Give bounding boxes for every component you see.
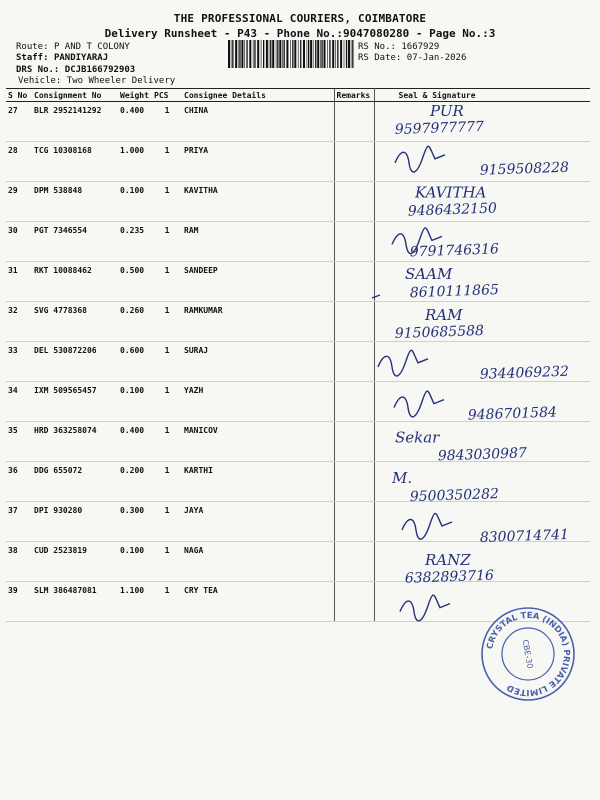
row-pcs: 1 <box>152 382 182 422</box>
row-weight: 0.100 <box>118 542 152 582</box>
row-consignment-no: CUD 2523819 <box>32 542 118 582</box>
row-consignee: CRY TEA <box>182 582 334 622</box>
row-consignment-no: BLR 2952141292 <box>32 102 118 142</box>
row-remarks <box>334 382 374 422</box>
row-pcs: 1 <box>152 422 182 462</box>
table-row <box>6 582 590 622</box>
table-header-row <box>6 89 590 102</box>
row-sno: 27 <box>6 102 32 142</box>
handwritten-name: SAAM <box>405 265 453 284</box>
handwritten-name: RAM <box>425 306 463 324</box>
handwritten-phone: 9791746316 <box>409 241 500 261</box>
table-row <box>6 382 590 422</box>
row-pcs: 1 <box>152 582 182 622</box>
rs-date-line <box>358 53 466 63</box>
row-consignee: KAVITHA <box>182 182 334 222</box>
row-pcs: 1 <box>152 542 182 582</box>
row-weight: 0.260 <box>118 302 152 342</box>
drs-label: DRS No.: <box>16 65 60 75</box>
rs-date-value: 07-Jan-2026 <box>406 53 467 63</box>
row-weight: 0.400 <box>118 422 152 462</box>
row-pcs: 1 <box>152 302 182 342</box>
row-sno: 39 <box>6 582 32 622</box>
row-signature <box>374 382 590 422</box>
row-sno: 35 <box>6 422 32 462</box>
row-consignee: NAGA <box>182 542 334 582</box>
handwritten-phone: 9843030987 <box>437 445 528 465</box>
row-consignment-no: DPM 538848 <box>32 182 118 222</box>
handwritten-name: M. <box>392 469 413 488</box>
row-pcs: 1 <box>152 182 182 222</box>
row-remarks <box>334 222 374 262</box>
row-remarks <box>334 462 374 502</box>
row-signature <box>374 422 590 465</box>
handwritten-phone: 9159508228 <box>479 159 570 179</box>
rs-date-label: RS Date: <box>358 53 402 63</box>
table-row <box>6 142 590 182</box>
row-sno: 28 <box>6 142 32 182</box>
svg-text:CRYSTAL TEA (INDIA) PRIVATE LI <box>485 611 571 697</box>
seal-ring-text: CRYSTAL TEA (INDIA) PRIVATE LIMITED <box>485 610 572 698</box>
row-sno: 38 <box>6 542 32 582</box>
row-consignment-no: SVG 4778368 <box>32 302 118 342</box>
handwritten-phone: 8610111865 <box>409 282 500 302</box>
row-weight: 0.300 <box>118 502 152 542</box>
row-consignee: RAM <box>182 222 334 262</box>
handwritten-phone: 8300714741 <box>479 526 570 546</box>
handwritten-phone: 9150685588 <box>394 322 485 342</box>
row-remarks <box>334 542 374 582</box>
row-weight: 0.100 <box>118 382 152 422</box>
table-row <box>6 222 590 262</box>
route-label: Route: <box>16 42 49 52</box>
col-consignment: Consignment No <box>32 89 118 102</box>
runsheet-table <box>6 88 590 622</box>
row-weight: 0.235 <box>118 222 152 262</box>
rs-no-label: RS No.: <box>358 42 396 52</box>
barcode-image <box>228 40 354 68</box>
row-consignment-no: DDG 655072 <box>32 462 118 502</box>
row-weight: 0.400 <box>118 102 152 142</box>
seal-center-text: CBE-30 <box>520 638 535 670</box>
row-remarks <box>334 582 374 622</box>
table-row <box>6 342 590 382</box>
table-row <box>6 182 590 222</box>
row-weight: 0.100 <box>118 182 152 222</box>
vehicle-value: Two Wheeler Delivery <box>66 76 176 86</box>
row-sno: 30 <box>6 222 32 262</box>
row-consignment-no: SLM 386487081 <box>32 582 118 622</box>
row-consignment-no: DEL 530872206 <box>32 342 118 382</box>
rs-no-value: 1667929 <box>401 42 440 52</box>
row-sno: 36 <box>6 462 32 502</box>
handwritten-name: RANZ <box>425 550 471 569</box>
row-pcs: 1 <box>152 342 182 382</box>
row-weight: 0.600 <box>118 342 152 382</box>
row-remarks <box>334 102 374 142</box>
row-weight: 0.200 <box>118 462 152 502</box>
handwritten-phone: 9500350282 <box>409 486 500 506</box>
vehicle-label: Vehicle: <box>18 76 62 86</box>
document-title: THE PROFESSIONAL COURIERS, COIMBATORE <box>173 12 427 25</box>
table-row <box>6 422 590 462</box>
row-sno: 32 <box>6 302 32 342</box>
table-row <box>6 262 590 302</box>
row-pcs: 1 <box>152 262 182 302</box>
row-consignee: MANICOV <box>182 422 334 462</box>
row-pcs: 1 <box>152 462 182 502</box>
row-consignee: RAMKUMAR <box>182 302 334 342</box>
route-line <box>16 42 130 52</box>
row-consignment-no: DPI 930280 <box>32 502 118 542</box>
col-signature: Seal & Signature <box>374 89 590 102</box>
row-signature <box>374 102 590 142</box>
row-signature <box>374 222 590 262</box>
drs-value: DCJB166792903 <box>64 65 136 75</box>
col-remarks: Remarks <box>334 89 374 102</box>
row-signature <box>374 142 590 182</box>
row-remarks <box>334 262 374 302</box>
table-row <box>6 102 590 142</box>
handwritten-phone: 9486432150 <box>407 200 498 220</box>
col-pcs: PCS <box>152 89 182 102</box>
table-row <box>6 542 590 582</box>
row-pcs: 1 <box>152 222 182 262</box>
row-consignment-no: TCG 10308168 <box>32 142 118 182</box>
handwritten-name: KAVITHA <box>415 183 487 202</box>
row-remarks <box>334 422 374 462</box>
row-sno: 31 <box>6 262 32 302</box>
table-row <box>6 462 590 502</box>
row-remarks <box>334 502 374 542</box>
row-signature <box>374 462 590 502</box>
row-consignee: SANDEEP <box>182 262 334 302</box>
handwritten-phone: 9597977777 <box>394 118 485 138</box>
handwritten-phone: 6382893716 <box>404 567 495 587</box>
row-consignee: SURAJ <box>182 342 334 382</box>
row-signature <box>374 182 590 222</box>
row-signature <box>374 502 590 542</box>
row-sno: 29 <box>6 182 32 222</box>
col-sno: S No <box>6 89 32 102</box>
document-subtitle: Delivery Runsheet - P43 - Phone No.:9047080280 - Page No.:3 <box>104 27 496 40</box>
row-remarks <box>334 302 374 342</box>
row-consignment-no: RKT 10088462 <box>32 262 118 302</box>
row-pcs: 1 <box>152 102 182 142</box>
vehicle-line <box>18 76 175 86</box>
table-row <box>6 502 590 542</box>
drs-line <box>16 65 135 75</box>
row-weight: 0.500 <box>118 262 152 302</box>
row-signature <box>374 542 590 582</box>
row-consignment-no: IXM 509565457 <box>32 382 118 422</box>
col-weight: Weight <box>118 89 152 102</box>
row-weight: 1.000 <box>118 142 152 182</box>
staff-label: Staff: <box>16 53 49 63</box>
row-remarks <box>334 182 374 222</box>
row-signature <box>374 262 590 302</box>
handwritten-name: PUR <box>430 102 464 120</box>
route-value: P AND T COLONY <box>53 42 130 52</box>
row-weight: 1.100 <box>118 582 152 622</box>
row-sno: 33 <box>6 342 32 382</box>
row-remarks <box>334 342 374 382</box>
row-consignee: CHINA <box>182 102 334 142</box>
staff-value: PANDIYARAJ <box>53 53 109 63</box>
row-sno: 34 <box>6 382 32 422</box>
row-pcs: 1 <box>152 142 182 182</box>
row-signature <box>374 342 590 382</box>
row-remarks <box>334 142 374 182</box>
rs-no-line <box>358 42 439 52</box>
handwritten-phone: 9486701584 <box>467 404 558 424</box>
row-consignee: YAZH <box>182 382 334 422</box>
row-consignee: KARTHI <box>182 462 334 502</box>
row-consignee: JAYA <box>182 502 334 542</box>
row-consignment-no: HRD 363258074 <box>32 422 118 462</box>
row-signature <box>374 302 590 342</box>
row-consignee: PRIYA <box>182 142 334 182</box>
handwritten-name: Sekar <box>395 428 440 447</box>
staff-line <box>16 53 108 63</box>
row-signature <box>374 582 590 622</box>
row-consignment-no: PGT 7346554 <box>32 222 118 262</box>
col-consignee: Consignee Details <box>182 89 334 102</box>
row-sno: 37 <box>6 502 32 542</box>
table-row <box>6 302 590 342</box>
handwritten-phone: 9344069232 <box>479 363 570 383</box>
row-pcs: 1 <box>152 502 182 542</box>
